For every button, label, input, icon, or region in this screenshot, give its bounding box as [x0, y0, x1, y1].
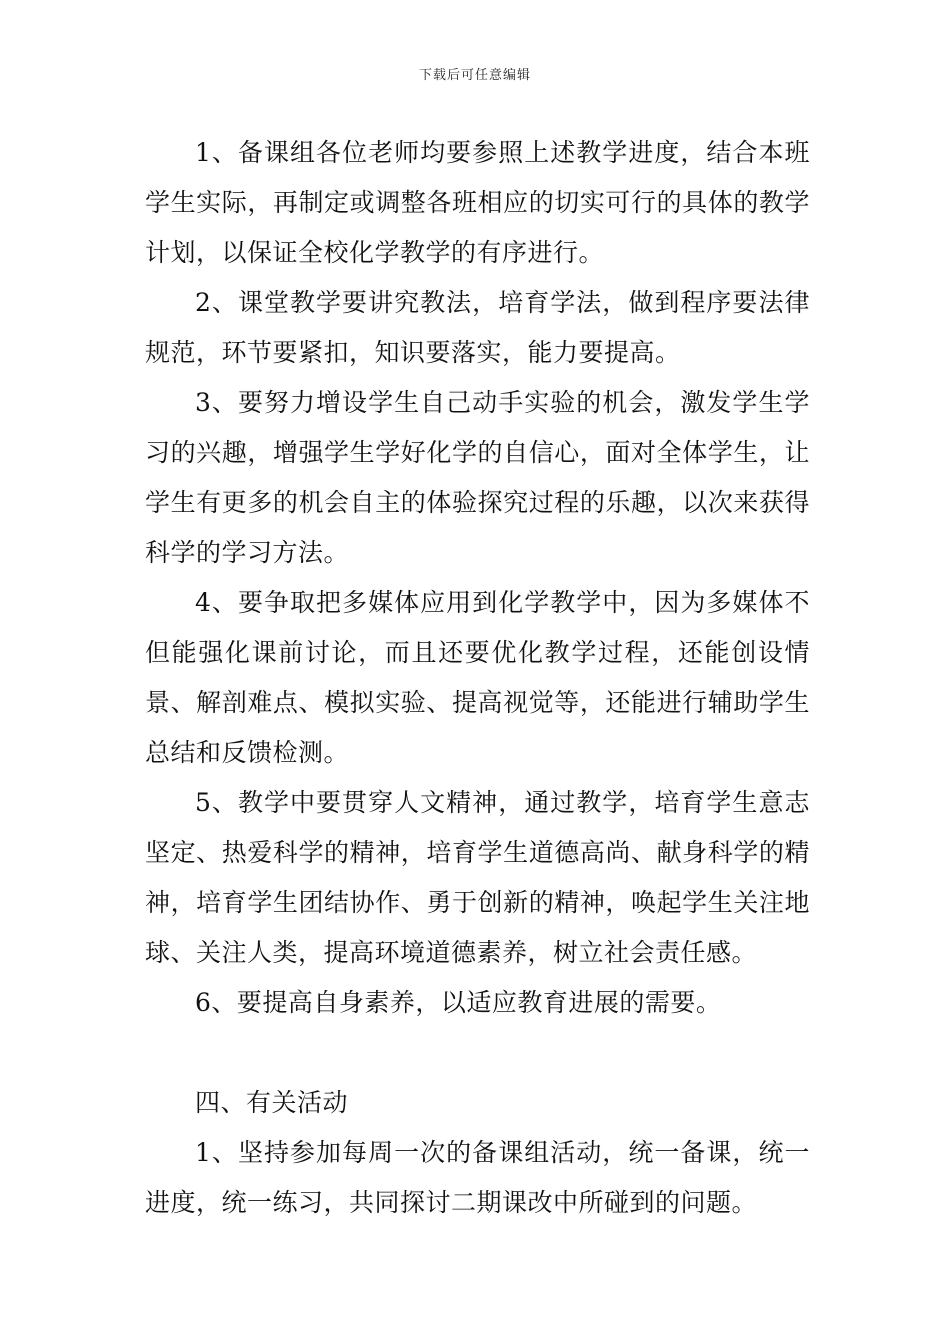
- paragraph-1: 1、备课组各位老师均要参照上述教学进度，结合本班学生实际，再制定或调整各班相应的切实可行的具体的教学计划，以保证全校化学教学的有序进行。: [145, 138, 810, 267]
- page-header: 下载后可任意编辑: [418, 68, 531, 83]
- paragraph-2: 2、课堂教学要讲究教法，培育学法，做到程序要法律规范，环节要紧扣，知识要落实，能力要提高。: [145, 288, 810, 367]
- activity-paragraph-1: 1、坚持参加每周一次的备课组活动，统一备课，统一进度，统一练习，共同探讨二期课改中所碰到的问题。: [145, 1138, 810, 1217]
- paragraph-6: 6、要提高自身素养，以适应教育进展的需要。: [195, 988, 722, 1017]
- section-heading: 四、有关活动: [195, 1088, 349, 1117]
- section-spacer: [145, 1028, 810, 1078]
- paragraph-4: 4、要争取把多媒体应用到化学教学中，因为多媒体不但能强化课前讨论，而且还要优化教学过程，还能创设情景、解剖难点、模拟实验、提高视觉等，还能进行辅助学生总结和反馈检测。: [145, 588, 810, 767]
- document-body: [145, 128, 810, 1228]
- paragraph-5: 5、教学中要贯穿人文精神，通过教学，培育学生意志坚定、热爱科学的精神，培育学生道德高尚、献身科学的精神，培育学生团结协作、勇于创新的精神，唤起学生关注地球、关注人类，提高环境道德素养，树立社会责任感。: [145, 788, 810, 967]
- paragraph-3: 3、要努力增设学生自己动手实验的机会，激发学生学习的兴趣，增强学生学好化学的自信心，面对全体学生，让学生有更多的机会自主的体验探究过程的乐趣，以次来获得科学的学习方法。: [145, 388, 810, 567]
